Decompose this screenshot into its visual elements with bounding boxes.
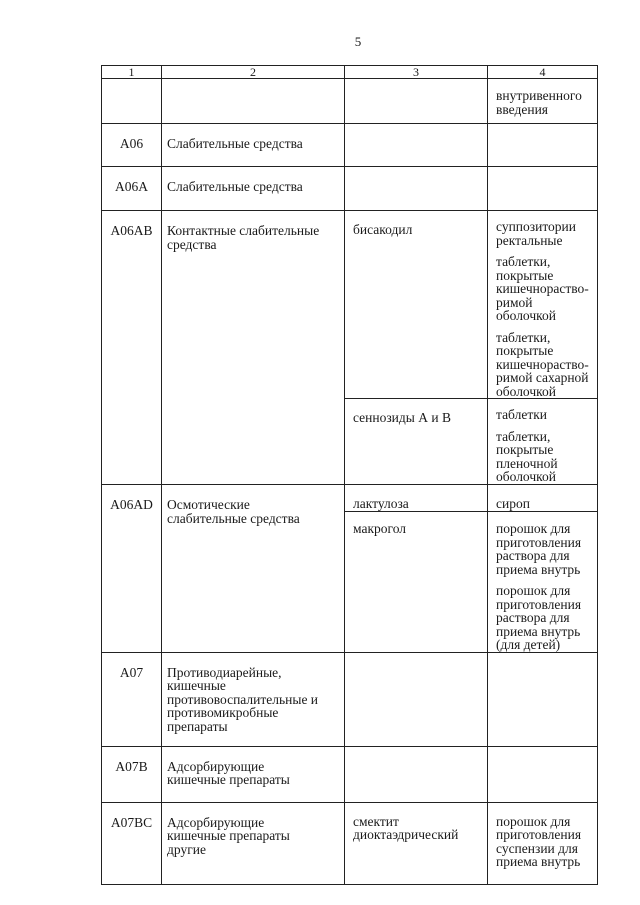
table-row	[102, 802, 598, 884]
drug-cell	[345, 167, 488, 211]
group-name: Слабительные средства	[162, 167, 345, 211]
dosage-form: порошок для приготовления суспензии для приема внутрь	[496, 813, 582, 869]
table-row	[102, 167, 598, 211]
table-row	[102, 124, 598, 167]
drug-cell	[345, 746, 488, 802]
column-number-row	[102, 66, 598, 79]
column-number: 1	[102, 66, 162, 79]
dosage-form: таблетки, покрытые пленочной оболочкой	[496, 428, 558, 484]
dosage-form: суппозитории ректальные	[496, 219, 576, 248]
group-name: Слабительные средства	[162, 124, 345, 167]
group-name: Противодиарейные, кишечные противовоспалительные и противомикробные препараты	[162, 652, 345, 746]
dosage-form: сироп	[496, 496, 530, 511]
atc-code: A06AD	[102, 485, 162, 653]
group-name: Контактные слабительные средства	[162, 211, 345, 485]
dosage-form: таблетки, покрытые кишечнораство- римой оболочкой	[496, 254, 589, 323]
continuation-row	[102, 79, 598, 124]
drug-list-table	[101, 65, 598, 885]
atc-code: A07B	[102, 746, 162, 802]
column-number: 4	[488, 66, 598, 79]
table-row	[102, 746, 598, 802]
atc-code: A06AB	[102, 211, 162, 485]
group-name: Осмотические слабительные средства	[162, 485, 345, 653]
table-row	[102, 652, 598, 746]
dosage-form: порошок для приготовления раствора для приема внутрь	[496, 521, 582, 577]
form-cell	[488, 124, 598, 167]
drug-cell	[345, 652, 488, 746]
table-row	[102, 485, 598, 512]
dosage-form: внутривенного введения	[496, 88, 582, 117]
column-number: 3	[345, 66, 488, 79]
drug-name: макрогол	[353, 521, 407, 536]
drug-name: сеннозиды А и В	[353, 410, 451, 425]
column-number: 2	[162, 66, 345, 79]
group-name: Адсорбирующие кишечные препараты другие	[162, 802, 345, 884]
drug-cell	[345, 124, 488, 167]
drug-name: бисакодил	[353, 222, 413, 237]
form-cell	[488, 167, 598, 211]
form-cell	[488, 746, 598, 802]
code-cell	[102, 79, 162, 124]
dosage-form: порошок для приготовления раствора для приема внутрь (для детей)	[496, 583, 582, 652]
dosage-form: таблетки	[496, 407, 548, 422]
page-number: 5	[354, 34, 362, 49]
group-name: Адсорбирующие кишечные препараты	[162, 746, 345, 802]
drug-cell	[345, 79, 488, 124]
form-cell	[488, 652, 598, 746]
atc-code: A06A	[102, 167, 162, 211]
name-cell	[162, 79, 345, 124]
drug-name: лактулоза	[353, 496, 409, 511]
atc-code: A06	[102, 124, 162, 167]
atc-code: A07	[102, 652, 162, 746]
atc-code: A07BC	[102, 802, 162, 884]
drug-name: смектит диоктаэдрический	[353, 813, 459, 842]
dosage-form: таблетки, покрытые кишечнораство- римой сахарной оболочкой	[496, 329, 589, 399]
table-row	[102, 211, 598, 399]
